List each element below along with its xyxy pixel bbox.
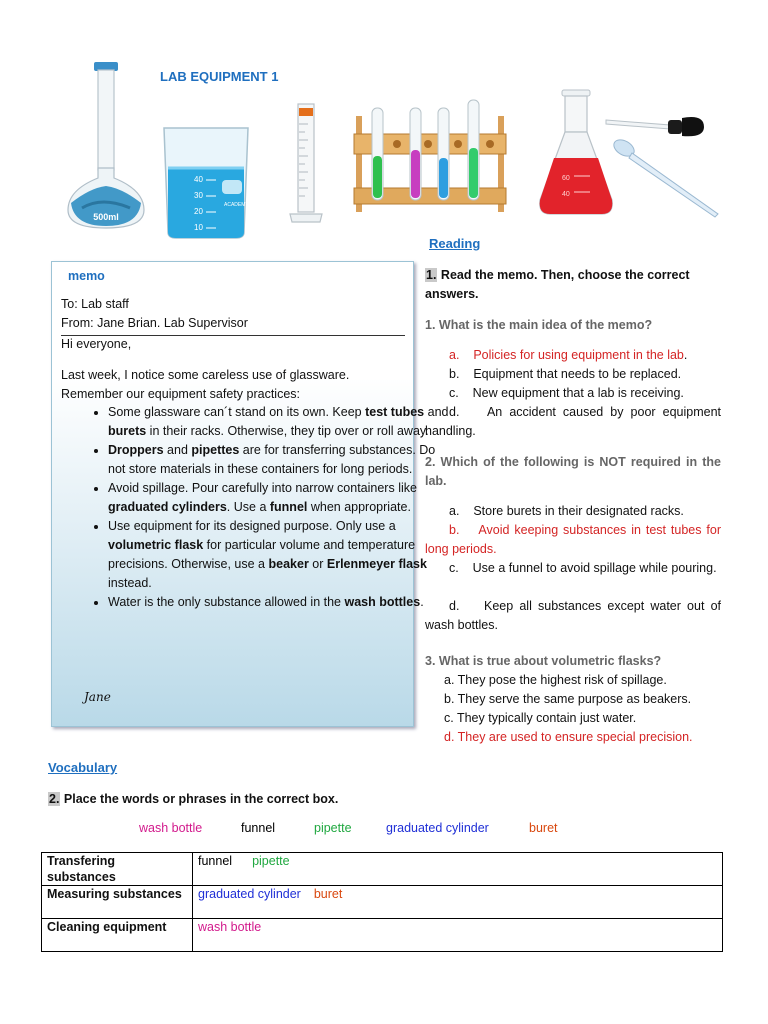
bullet-text: instead. <box>108 576 152 590</box>
word-pipette[interactable]: pipette <box>314 821 352 835</box>
option-letter: a. <box>449 348 460 362</box>
option-letter: d. <box>449 405 460 419</box>
option-text: Use a funnel to avoid spillage while pouring. <box>472 561 717 575</box>
pipette-image <box>610 136 722 220</box>
q1-option-d[interactable] <box>425 403 721 441</box>
memo-bullet <box>108 403 456 441</box>
option-text: Store burets in their designated racks. <box>473 504 684 518</box>
bullet-text: Some glassware can´t stand on its own. Keep <box>108 405 366 419</box>
bullet-term: beaker <box>268 557 309 571</box>
q1-option-c[interactable] <box>449 384 684 403</box>
bullet-term: burets <box>108 424 147 438</box>
vocabulary-table <box>41 852 723 952</box>
beaker-mark-10: 10 <box>194 223 203 232</box>
erlenmeyer-mark-60: 60 <box>562 175 570 182</box>
q1-option-b[interactable] <box>449 365 681 384</box>
q3-option-c[interactable]: c. They typically contain just water. <box>444 711 637 725</box>
q2-option-d[interactable] <box>425 597 721 635</box>
option-letter: c. <box>449 386 459 400</box>
exercise-1-instruction <box>425 266 721 304</box>
beaker-mark-30: 30 <box>194 191 203 200</box>
answer-cell[interactable] <box>193 886 723 919</box>
vocabulary-heading: Vocabulary <box>48 760 118 775</box>
test-tube-rack-image <box>352 96 508 218</box>
memo-heading: memo <box>68 269 105 283</box>
question-2: 2. Which of the following is NOT required in the lab. <box>425 455 721 488</box>
memo-bullet-list <box>61 403 456 612</box>
beaker-mark-40: 40 <box>194 175 203 184</box>
bullet-text: Water is the only substance allowed in the <box>108 595 345 609</box>
bullet-text: when appropriate. <box>307 500 411 514</box>
exercise-1-number: 1. <box>426 268 437 282</box>
placed-word: funnel <box>198 854 233 868</box>
bullet-term: Droppers <box>108 443 164 457</box>
bullet-text: Avoid spillage. Pour carefully into narrow containers like <box>108 481 417 495</box>
option-text: Policies for using equipment in the lab <box>473 348 684 362</box>
category-cell: Cleaning equipment <box>42 919 193 952</box>
memo-box <box>51 261 449 727</box>
memo-from: From: Jane Brian. Lab Supervisor <box>61 316 248 330</box>
bullet-text: in their racks. Otherwise, they tip over or roll away. <box>146 424 429 438</box>
memo-to: To: Lab staff <box>61 297 129 311</box>
volumetric-flask-image <box>62 58 150 234</box>
option-text: Avoid keeping substances in test tubes for long periods. <box>425 523 721 556</box>
category-cell: Transfering substances <box>42 853 193 886</box>
bullet-term: pipettes <box>191 443 240 457</box>
q3-option-b[interactable]: b. They serve the same purpose as beakers. <box>444 692 692 706</box>
bullet-term: wash bottles <box>344 595 421 609</box>
placed-word: pipette <box>252 854 290 868</box>
bullet-text: or <box>308 557 327 571</box>
reading-heading: Reading <box>429 236 481 251</box>
word-graduated-cylinder[interactable]: graduated cylinder <box>386 821 489 835</box>
bullet-text: are for transferring substances. Do not store materials in these containers for long periods. <box>108 443 436 476</box>
bullet-text: . <box>420 595 424 609</box>
page-title: LAB EQUIPMENT 1 <box>160 69 279 84</box>
bullet-text: Use equipment for its designed purpose. Only use a <box>108 519 396 533</box>
option-text: Equipment that needs to be replaced. <box>473 367 682 381</box>
q2-option-a[interactable] <box>449 502 684 521</box>
flask-label: 500ml <box>93 212 119 222</box>
bullet-text: and <box>163 443 192 457</box>
option-letter: c. <box>449 561 459 575</box>
option-letter: a. <box>449 504 460 518</box>
q3-option-a[interactable]: a. They pose the highest risk of spillage. <box>444 673 667 687</box>
bullet-term: funnel <box>269 500 308 514</box>
table-row <box>42 919 723 952</box>
beaker-mark-20: 20 <box>194 207 203 216</box>
placed-word: wash bottle <box>198 920 262 934</box>
beaker-brand: ACADEMY <box>224 202 249 208</box>
answer-cell[interactable] <box>193 919 723 952</box>
memo-intro-2: Remember our equipment safety practices: <box>61 387 300 401</box>
memo-bullet <box>108 593 456 612</box>
bullet-text: and <box>424 405 449 419</box>
bullet-text: for particular volume and temperature precisions. Otherwise, use a <box>108 538 416 571</box>
option-letter: b. <box>449 523 460 537</box>
option-text: New equipment that a lab is receiving. <box>472 386 684 400</box>
q2-option-c[interactable] <box>425 559 721 578</box>
memo-bullet <box>108 479 456 517</box>
exercise-2-number: 2. <box>49 792 60 806</box>
bullet-term: graduated cylinders <box>108 500 227 514</box>
option-text: Keep all substances except water out of wash bottles. <box>425 599 721 632</box>
memo-bullet <box>108 441 456 479</box>
question-1: 1. What is the main idea of the memo? <box>425 318 653 332</box>
q1-option-a[interactable]: a. Policies for using equipment in the lab. <box>449 348 688 362</box>
erlenmeyer-mark-40: 40 <box>562 191 570 198</box>
category-cell: Measuring substances <box>42 886 193 919</box>
bullet-term: volumetric flask <box>108 538 204 552</box>
memo-bullet <box>108 517 456 593</box>
option-letter: b. <box>449 367 460 381</box>
exercise-1-text: Read the memo. Then, choose the correct answers. <box>425 268 690 301</box>
exercise-2-instruction <box>48 790 338 809</box>
memo-greeting: Hi everyone, <box>61 337 132 351</box>
q2-option-b[interactable] <box>425 521 721 559</box>
bullet-term: Erlenmeyer flask <box>326 557 427 571</box>
beaker-image <box>158 120 254 242</box>
answer-cell[interactable] <box>193 853 723 886</box>
question-3: 3. What is true about volumetric flasks? <box>425 654 662 668</box>
placed-word: graduated cylinder <box>198 887 301 901</box>
option-text: An accident caused by poor equipment handling. <box>425 405 721 438</box>
option-letter: d. <box>449 599 460 613</box>
bullet-text: . Use a <box>226 500 270 514</box>
exercise-2-text: Place the words or phrases in the correct box. <box>60 792 339 806</box>
word-buret[interactable]: buret <box>529 821 558 835</box>
graduated-cylinder-image <box>284 100 328 228</box>
memo-intro-1: Last week, I notice some careless use of glassware. <box>61 368 350 382</box>
memo-signature: Jane <box>84 690 111 704</box>
word-funnel[interactable]: funnel <box>241 821 276 835</box>
bullet-term: test tubes <box>365 405 425 419</box>
q3-option-d[interactable]: d. They are used to ensure special precision. <box>444 730 693 744</box>
placed-word: buret <box>313 887 343 901</box>
word-wash-bottle[interactable]: wash bottle <box>139 821 203 835</box>
table-row <box>42 853 723 886</box>
table-row <box>42 886 723 919</box>
